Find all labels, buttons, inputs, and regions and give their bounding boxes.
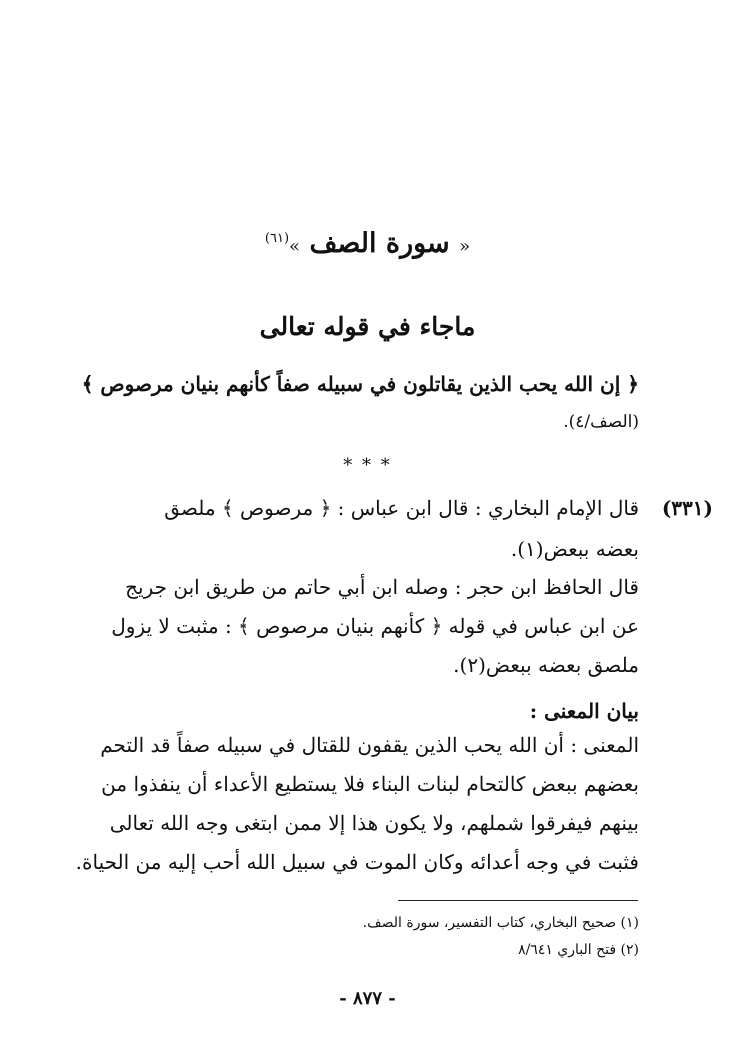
page-number: - ٨٧٧ - <box>339 988 396 1009</box>
surah-footnote-ref: (٦١) <box>264 231 290 246</box>
entry-line: عن ابن عباس في قوله ﴿ كأنهم بنيان مرصوص ﴾ : مثبت لا يزول <box>111 614 639 638</box>
meaning-heading: بيان المعنى : <box>529 699 639 723</box>
entry-line: قال الإمام البخاري : قال ابن عباس : ﴿ مرصوص ﴾ ملصق <box>164 496 639 520</box>
entry-number: (٣٣١) <box>661 496 713 520</box>
surah-title <box>0 228 735 259</box>
quote-open: « <box>459 236 471 257</box>
footnote: (٢) فتح الباري ٨/٦٤١ <box>518 942 639 958</box>
meaning-line: بينهم فيفرقوا شملهم، ولا يكون هذا إلا ممن ابتغى وجه الله تعالى <box>109 811 639 835</box>
footnote-divider <box>398 900 638 901</box>
meaning-line: بعضهم ببعض كالتحام لبنات البناء فلا يستطيع الأعداء أن ينفذوا من <box>101 772 639 796</box>
entry-line: قال الحافظ ابن حجر : وصله ابن أبي حاتم من طريق ابن جريج <box>125 575 639 599</box>
meaning-line: المعنى : أن الله يحب الذين يقفون للقتال في سبيله صفاً قد التحم <box>100 733 639 757</box>
entry-line: ملصق بعضه ببعض(٢). <box>453 653 639 677</box>
chapter-heading: ماجاء في قوله تعالى <box>259 312 476 341</box>
separator-stars: * * * <box>343 455 392 476</box>
verse-text: ﴿ إن الله يحب الذين يقاتلون في سبيله صفاً كأنهم بنيان مرصوص ﴾ <box>81 372 639 396</box>
meaning-line: فثبت في وجه أعدائه وكان الموت في سبيل الله أحب إليه من الحياة. <box>75 850 639 874</box>
footnote: (١) صحيح البخاري، كتاب التفسير، سورة الصف. <box>362 915 639 931</box>
quote-close: » <box>289 236 301 257</box>
verse-reference: (الصف/٤). <box>563 412 639 432</box>
entry-line: بعضه ببعض(١). <box>510 537 639 561</box>
surah-title-text: سورة الصف <box>309 228 450 259</box>
